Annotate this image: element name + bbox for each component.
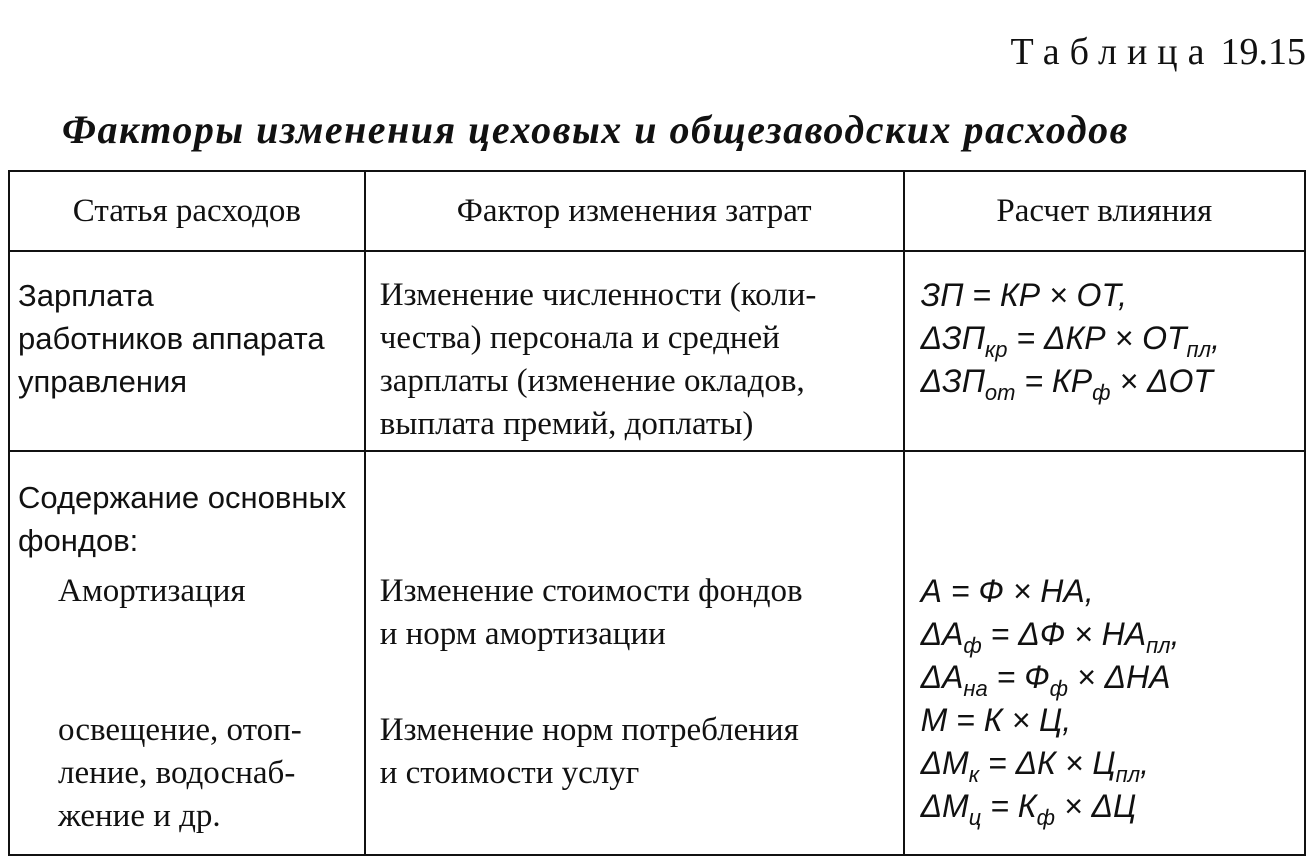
header-article: Статья расходов [9, 171, 365, 251]
table-number [1010, 30, 1306, 74]
header-factor: Фактор изменения затрат [365, 171, 904, 251]
factor-line: Изменение норм потребления [379, 712, 799, 748]
formula-line: А = Ф × НА, [920, 573, 1094, 609]
formula-line: $\Delta ЗП_{кр} = \Delta КР \times ОТ_{пл}$, [920, 320, 1220, 362]
sub-article: освещение, отоп- [58, 712, 302, 748]
factor-line: выплата премий, доплаты) [379, 406, 754, 442]
article-cell [9, 451, 365, 855]
expenses-table [8, 170, 1306, 856]
formula-line: М = К × Ц, [920, 702, 1072, 738]
table-row [9, 451, 1305, 855]
group-line: Содержание основных [18, 480, 347, 515]
sub-article: ление, водоснаб- [58, 755, 296, 791]
formula-line: $\Delta А_{на} = Ф_ф \times \Delta НА$ [920, 659, 1171, 701]
header-calc: Расчет влияния [904, 171, 1305, 251]
article-line: Зарплата [18, 278, 154, 313]
formula-line: ЗП = КР × ОТ, [920, 277, 1128, 313]
sub-article: жение и др. [58, 798, 221, 834]
factor-line: и норм амортизации [379, 616, 666, 652]
factor-line: зарплаты (изменение окладов, [379, 363, 805, 399]
sub-article: Амортизация [58, 573, 246, 609]
table-num: 19.15 [1220, 31, 1306, 73]
factor-line: и стоимости услуг [379, 755, 640, 791]
group-line: фондов: [18, 523, 139, 558]
article-line: работников аппарата [18, 321, 325, 356]
table-word: Таблица [1010, 31, 1215, 73]
factor-cell [365, 251, 904, 451]
factor-line: Изменение стоимости фондов [379, 573, 803, 609]
article-cell [9, 251, 365, 451]
factor-line: Изменение численности (коли- [379, 277, 817, 313]
header-row [9, 171, 1305, 251]
factor-cell [365, 451, 904, 855]
formula-line: $\Delta А_ф = \Delta Ф \times НА_{пл}$, [920, 616, 1180, 658]
table-row [9, 251, 1305, 451]
table-caption: Факторы изменения цеховых и общезаводских расходов [62, 107, 1129, 152]
factor-line: чества) персонала и средней [379, 320, 780, 356]
formula-line: $\Delta ЗП_{от} = КР_ф \times \Delta ОТ$ [920, 363, 1213, 405]
formula-cell [904, 251, 1305, 451]
formula-line: $\Delta М_к = \Delta К \times Ц_{пл}$, [920, 745, 1150, 787]
formula-cell [904, 451, 1305, 855]
article-line: управления [18, 364, 188, 399]
formula-line: $\Delta М_ц = К_ф \times \Delta Ц$ [920, 788, 1137, 830]
